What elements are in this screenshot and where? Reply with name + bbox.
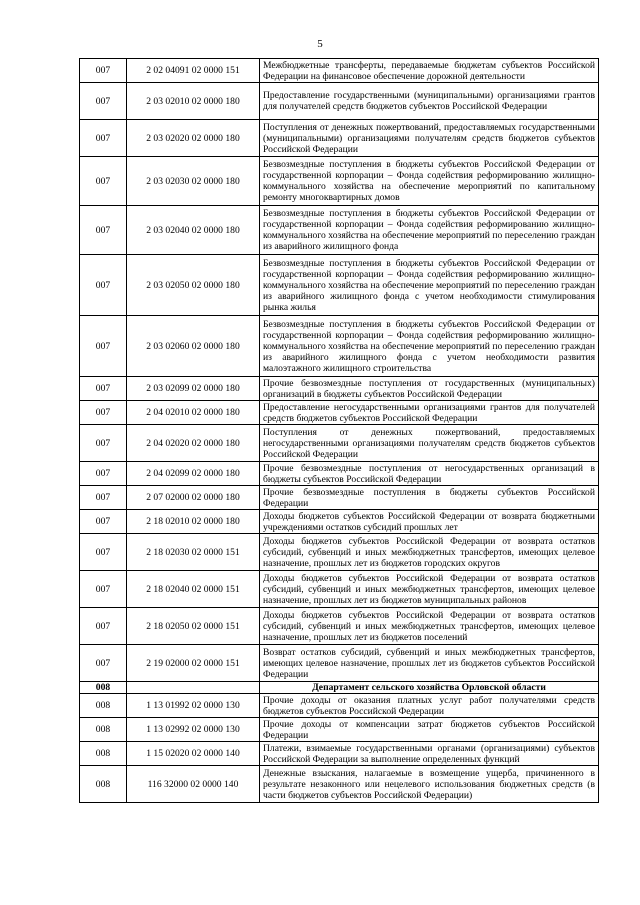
admin-code-cell: 007 [80,206,127,255]
revenue-code-cell: 2 03 02060 02 0000 180 [127,316,260,377]
revenue-name-cell: Прочие безвозмездные поступления от государственных (муниципальных) организаций в бюджеты субъектов Российской Федерации [260,377,599,401]
admin-code-cell: 007 [80,534,127,571]
revenue-code-cell: 2 02 04091 02 0000 151 [127,59,260,83]
table-row [80,486,599,510]
table-row [80,742,599,766]
revenue-name-cell: Безвозмездные поступления в бюджеты субъектов Российской Федерации от государственной корпорации – Фонда содействия реформированию жилищно-коммунального хозяйства на обеспечение мероприятий по переселению граждан из аварийного жилищного фонда с учетом необходимости развития малоэтажного жилищного строительства [260,316,599,377]
table-row [80,766,599,803]
admin-code-cell: 007 [80,255,127,316]
revenue-name-cell: Поступления от денежных пожертвований, предоставляемых негосударственными организациями получателям средств бюджетов субъектов Российской Федерации [260,425,599,462]
revenue-code-cell: 2 03 02030 02 0000 180 [127,157,260,206]
admin-code-cell: 007 [80,608,127,645]
revenue-code-cell: 2 19 02000 02 0000 151 [127,645,260,682]
revenue-name-cell: Прочие безвозмездные поступления в бюджеты субъектов Российской Федерации [260,486,599,510]
revenue-code-cell: 2 07 02000 02 0000 180 [127,486,260,510]
revenue-name-cell: Предоставление государственными (муниципальными) организациями грантов для получателей средств бюджетов субъектов Российской Федерации [260,83,599,120]
revenue-name-cell: Межбюджетные трансферты, передаваемые бюджетам субъектов Российской Федерации на финансовое обеспечение дорожной деятельности [260,59,599,83]
revenue-name-cell: Поступления от денежных пожертвований, предоставляемых государственными (муниципальными) организациями получателям средств бюджетов субъектов Российской Федерации [260,120,599,157]
revenue-name-cell: Прочие доходы от компенсации затрат бюджетов субъектов Российской Федерации [260,718,599,742]
revenue-name-cell: Доходы бюджетов субъектов Российской Федерации от возврата остатков субсидий, субвенций и иных межбюджетных трансфертов, имеющих целевое назначение, прошлых лет из бюджетов муниципальных районов [260,571,599,608]
admin-code-cell: 007 [80,316,127,377]
revenue-code-cell: 2 04 02020 02 0000 180 [127,425,260,462]
table-row [80,425,599,462]
revenue-code-cell: 1 15 02020 02 0000 140 [127,742,260,766]
admin-code-cell: 007 [80,377,127,401]
admin-code-cell: 007 [80,401,127,425]
revenue-name-cell: Доходы бюджетов субъектов Российской Федерации от возврата остатков субсидий, субвенций и иных межбюджетных трансфертов, имеющих целевое назначение, прошлых лет из бюджетов поселений [260,608,599,645]
revenue-name-cell: Департамент сельского хозяйства Орловской области [260,682,599,694]
page-number: 5 [317,38,323,50]
admin-code-cell: 008 [80,682,127,694]
admin-code-cell: 007 [80,157,127,206]
revenue-code-cell: 116 32000 02 0000 140 [127,766,260,803]
admin-code-cell: 007 [80,120,127,157]
admin-code-cell: 007 [80,83,127,120]
revenue-name-cell: Доходы бюджетов субъектов Российской Федерации от возврата остатков субсидий, субвенций и иных межбюджетных трансфертов, имеющих целевое назначение, прошлых лет из бюджетов городских округов [260,534,599,571]
revenue-code-cell: 2 18 02010 02 0000 180 [127,510,260,534]
admin-code-cell: 007 [80,645,127,682]
table-row [80,694,599,718]
revenue-name-cell: Платежи, взимаемые государственными органами (организациями) субъектов Российской Федерации за выполнение определенных функций [260,742,599,766]
budget-revenue-table [79,58,599,803]
table-row [80,462,599,486]
table-row [80,401,599,425]
table-row [80,157,599,206]
admin-code-cell: 007 [80,59,127,83]
revenue-name-cell: Прочие доходы от оказания платных услуг работ получателями средств бюджетов субъектов Российской Федерации [260,694,599,718]
revenue-name-cell: Возврат остатков субсидий, субвенций и иных межбюджетных трансфертов, имеющих целевое назначение, прошлых лет из бюджетов субъектов Российской Федерации [260,645,599,682]
revenue-code-cell [127,682,260,694]
department-row [80,682,599,694]
admin-code-cell: 007 [80,486,127,510]
revenue-code-cell: 2 04 02099 02 0000 180 [127,462,260,486]
revenue-name-cell: Безвозмездные поступления в бюджеты субъектов Российской Федерации от государственной корпорации – Фонда содействия реформированию жилищно-коммунального хозяйства на обеспечение мероприятий по капитальному ремонту многоквартирных домов [260,157,599,206]
table-row [80,255,599,316]
admin-code-cell: 008 [80,694,127,718]
admin-code-cell: 008 [80,766,127,803]
admin-code-cell: 007 [80,425,127,462]
admin-code-cell: 007 [80,462,127,486]
admin-code-cell: 008 [80,718,127,742]
table-row [80,608,599,645]
admin-code-cell: 007 [80,571,127,608]
revenue-code-cell: 2 03 02040 02 0000 180 [127,206,260,255]
revenue-code-cell: 2 18 02040 02 0000 151 [127,571,260,608]
revenue-name-cell: Доходы бюджетов субъектов Российской Федерации от возврата бюджетными учреждениями остатков субсидий прошлых лет [260,510,599,534]
admin-code-cell: 007 [80,510,127,534]
table-row [80,59,599,83]
table-row [80,316,599,377]
table-row [80,645,599,682]
table-row [80,534,599,571]
revenue-name-cell: Предоставление негосударственными организациями грантов для получателей средств бюджетов субъектов Российской Федерации [260,401,599,425]
revenue-code-cell: 1 13 01992 02 0000 130 [127,694,260,718]
table-row [80,571,599,608]
table-row [80,510,599,534]
table-body [80,59,599,803]
revenue-name-cell: Безвозмездные поступления в бюджеты субъектов Российской Федерации от государственной корпорации – Фонда содействия реформированию жилищно-коммунального хозяйства на обеспечение мероприятий по переселению граждан из аварийного жилищного фонда с учетом необходимости стимулирования рынка жилья [260,255,599,316]
table-row [80,718,599,742]
admin-code-cell: 008 [80,742,127,766]
revenue-code-cell: 2 18 02050 02 0000 151 [127,608,260,645]
revenue-code-cell: 2 03 02050 02 0000 180 [127,255,260,316]
table-row [80,206,599,255]
revenue-name-cell: Денежные взыскания, налагаемые в возмещение ущерба, причиненного в результате незаконного или нецелевого использования бюджетных средств (в части бюджетов субъектов Российской Федерации) [260,766,599,803]
revenue-code-cell: 2 03 02099 02 0000 180 [127,377,260,401]
revenue-code-cell: 2 04 02010 02 0000 180 [127,401,260,425]
revenue-code-cell: 2 18 02030 02 0000 151 [127,534,260,571]
revenue-code-cell: 2 03 02010 02 0000 180 [127,83,260,120]
table-row [80,83,599,120]
table-row [80,120,599,157]
revenue-name-cell: Прочие безвозмездные поступления от негосударственных организаций в бюджеты субъектов Российской Федерации [260,462,599,486]
revenue-code-cell: 1 13 02992 02 0000 130 [127,718,260,742]
table-row [80,377,599,401]
revenue-code-cell: 2 03 02020 02 0000 180 [127,120,260,157]
revenue-name-cell: Безвозмездные поступления в бюджеты субъектов Российской Федерации от государственной корпорации – Фонда содействия реформированию жилищно-коммунального хозяйства на обеспечение мероприятий по переселению граждан из аварийного жилищного фонда [260,206,599,255]
